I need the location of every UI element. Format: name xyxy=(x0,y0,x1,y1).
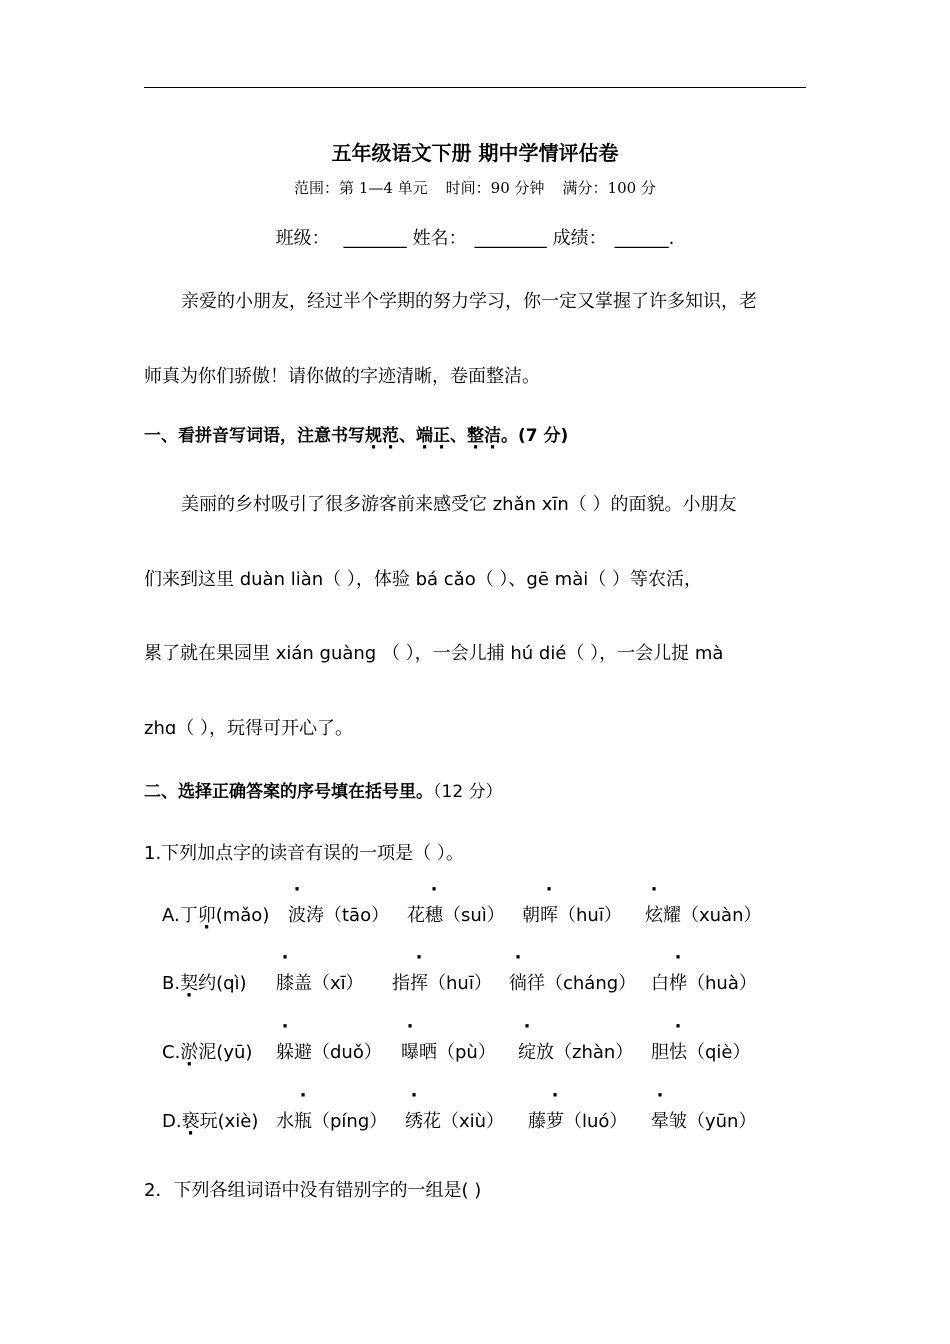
option-item: 炫耀（xuàn） xyxy=(645,905,762,926)
option-item: 曝晒（pù） xyxy=(401,1042,496,1063)
dotted-char: 整 xyxy=(467,426,484,446)
grade-blank: ______. xyxy=(614,228,675,249)
option-item: D.亵玩(xiè) xyxy=(162,1111,259,1132)
option-item: 朝晖（huī） xyxy=(522,905,622,926)
option-item: 绣花（xiù） xyxy=(405,1111,505,1132)
option-item: 躲避（duǒ） xyxy=(276,1042,382,1063)
option-item: 胆怯（qiè） xyxy=(651,1042,751,1063)
section2-heading: 二、选择正确答案的序号填在括号里。（12 分） xyxy=(144,782,503,802)
intro-line-1: 亲爱的小朋友，经过半个学期的努力学习，你一定又掌握了许多知识，老 xyxy=(181,291,757,312)
option-item: 白桦（huà） xyxy=(651,973,757,994)
section1-line-1: 美丽的乡村吸引了很多游客前来感受它 zhǎn xīn（ ）的面貌。小朋友 xyxy=(181,494,737,515)
question-1: 1.下列加点字的读音有误的一项是（ ）。 xyxy=(144,843,464,864)
option-item: 绽放（zhàn） xyxy=(518,1042,634,1063)
section1-heading: 一、看拼音写词语，注意书写规范、端正、整洁。(7 分) xyxy=(144,421,568,446)
dotted-char: 正 xyxy=(433,426,450,446)
option-item: A.丁卯(mǎo) xyxy=(162,905,270,926)
option-item: 指挥（huī） xyxy=(392,973,492,994)
option-item: 膝盖（xī） xyxy=(276,973,364,994)
dotted-char: 洁 xyxy=(484,426,501,446)
intro-line-2: 师真为你们骄傲！请你做的字迹清晰，卷面整洁。 xyxy=(144,366,540,387)
exam-scope: 范围：第 1—4 单元 xyxy=(294,179,428,197)
option-item: C.淤泥(yū) xyxy=(162,1042,253,1063)
section1-line-3: 累了就在果园里 xián guàng （ ），一会儿捕 hú dié（ ），一会儿捉 mà xyxy=(144,643,724,664)
exam-meta xyxy=(0,177,950,198)
option-item: 花穗（suì） xyxy=(407,905,505,926)
class-label: 班级： xyxy=(275,228,330,249)
name-blank: ________ xyxy=(474,228,547,249)
class-blank: _______ xyxy=(343,228,407,249)
option-item: 水瓶（píng） xyxy=(276,1111,388,1132)
dotted-char: 规 xyxy=(365,426,382,446)
header-rule xyxy=(144,87,806,88)
dotted-char: 范 xyxy=(382,426,399,446)
section1-line-2: 们来到这里 duàn liàn（ ），体验 bá cǎo（ ）、gē mài（ ）等农活， xyxy=(144,569,702,590)
option-item: B.契约(qì) xyxy=(162,973,247,994)
grade-label: 成绩： xyxy=(552,228,607,249)
option-item: 波涛（tāo） xyxy=(288,905,390,926)
exam-time: 时间：90 分钟 xyxy=(445,179,545,197)
student-info xyxy=(0,224,950,250)
option-item: 晕皱（yūn） xyxy=(651,1111,757,1132)
section1-points: (7 分) xyxy=(518,426,569,446)
option-item: 徜徉（cháng） xyxy=(509,973,637,994)
section1-line-4: zhɑ（ ），玩得可开心了。 xyxy=(144,718,354,739)
dotted-char: 端 xyxy=(416,426,433,446)
question-2: 2．下列各组词语中没有错别字的一组是( ) xyxy=(144,1180,482,1201)
exam-score: 满分：100 分 xyxy=(562,179,656,197)
option-item: 藤萝（luó） xyxy=(528,1111,628,1132)
page-title: 五年级语文下册 期中学情评估卷 xyxy=(331,141,619,165)
section2-points: （12 分） xyxy=(433,782,503,802)
name-label: 姓名： xyxy=(412,228,467,249)
